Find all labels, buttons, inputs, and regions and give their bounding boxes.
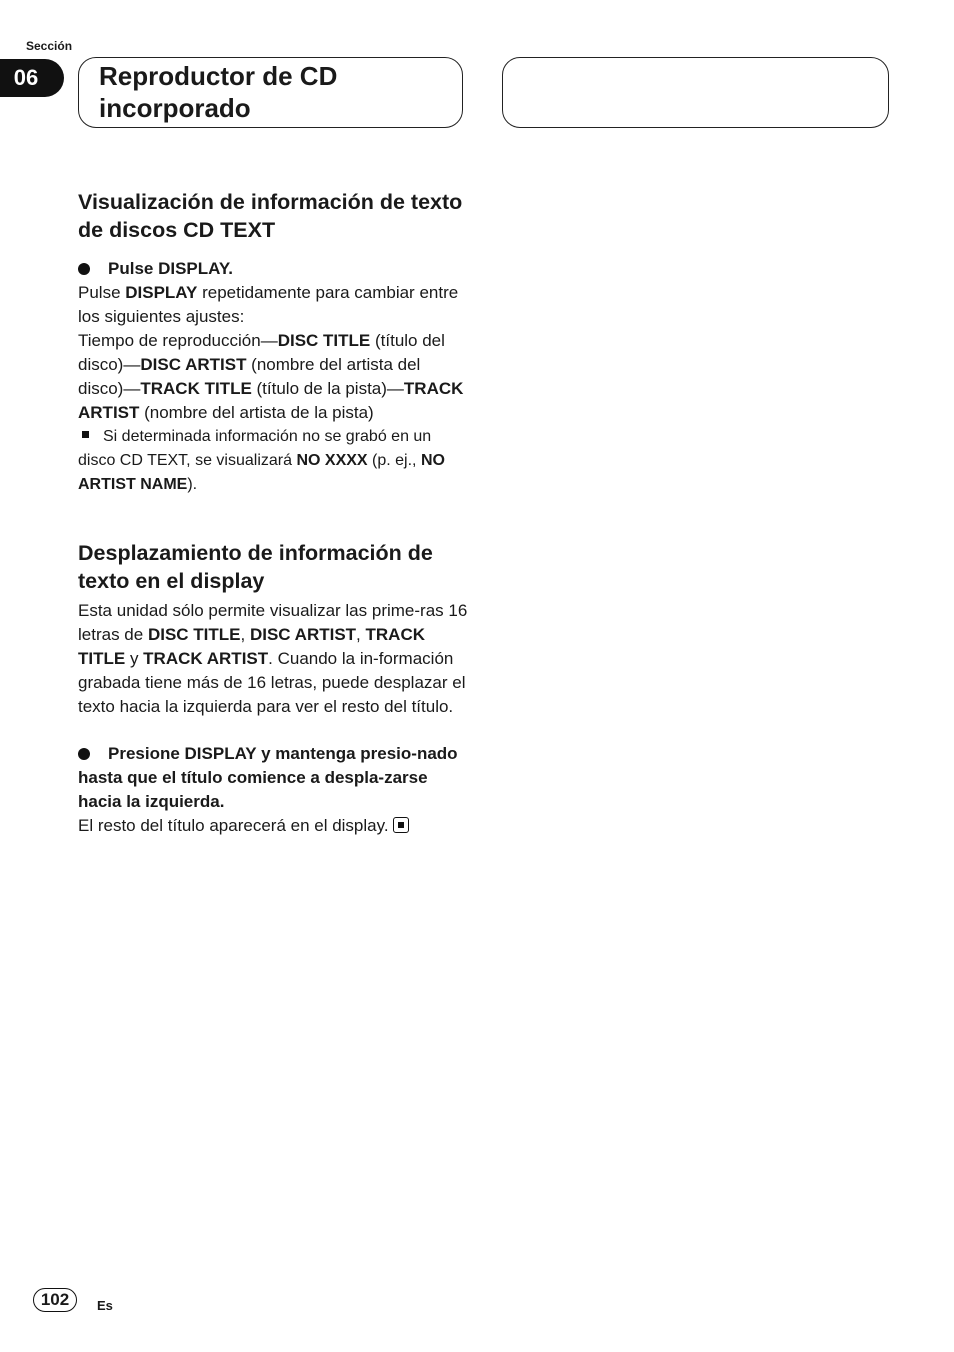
section-cd-text [78, 188, 468, 497]
end-mark-icon [393, 817, 409, 833]
step-instruction [78, 742, 468, 814]
section-heading: Desplazamiento de información de texto en el display [78, 541, 433, 593]
step-text: Pulse DISPLAY. [108, 259, 234, 278]
note: Si determinada información no se grabó en un disco CD TEXT, se visualizará NO XXXX (p. ej., NO ARTIST NAME). [78, 428, 445, 493]
paragraph: El resto del título aparecerá en el display. [78, 814, 468, 838]
section-scroll-text [78, 539, 468, 838]
section-label: Sección [26, 39, 73, 53]
bullet-icon [78, 263, 90, 275]
paragraph: Tiempo de reproducción—DISC TITLE (título del disco)—DISC ARTIST (nombre del artista del disco)—TRACK TITLE (título de la pista)—TRACK ARTIST (nombre del artista de la pista) [78, 331, 464, 422]
paragraph: Pulse DISPLAY repetidamente para cambiar entre los siguientes ajustes: [78, 283, 459, 326]
section-heading: Visualización de información de texto de discos CD TEXT [78, 190, 463, 242]
chapter-title: Reproductor de CD incorporado [99, 61, 338, 123]
paragraph: Esta unidad sólo permite visualizar las prime-ras 16 letras de DISC TITLE, DISC ARTIST, TRACK TITLE y TRACK ARTIST. Cuando la in-formación grabada tiene más de 16 letras, puede desplazar el texto hacia la izquierda para ver el resto del título. [78, 601, 468, 716]
page-number: 102 [33, 1288, 77, 1312]
language-code: Es [97, 1298, 113, 1313]
note-square-icon [82, 431, 89, 438]
bullet-icon [78, 748, 90, 760]
chapter-title-box [78, 57, 463, 128]
step-text: Presione DISPLAY y mantenga presio-nado hasta que el título comience a despla-zarse hacia la izquierda. [78, 744, 458, 811]
step-instruction [78, 257, 468, 281]
empty-header-box [502, 57, 889, 128]
section-number-badge: 06 [0, 59, 64, 97]
